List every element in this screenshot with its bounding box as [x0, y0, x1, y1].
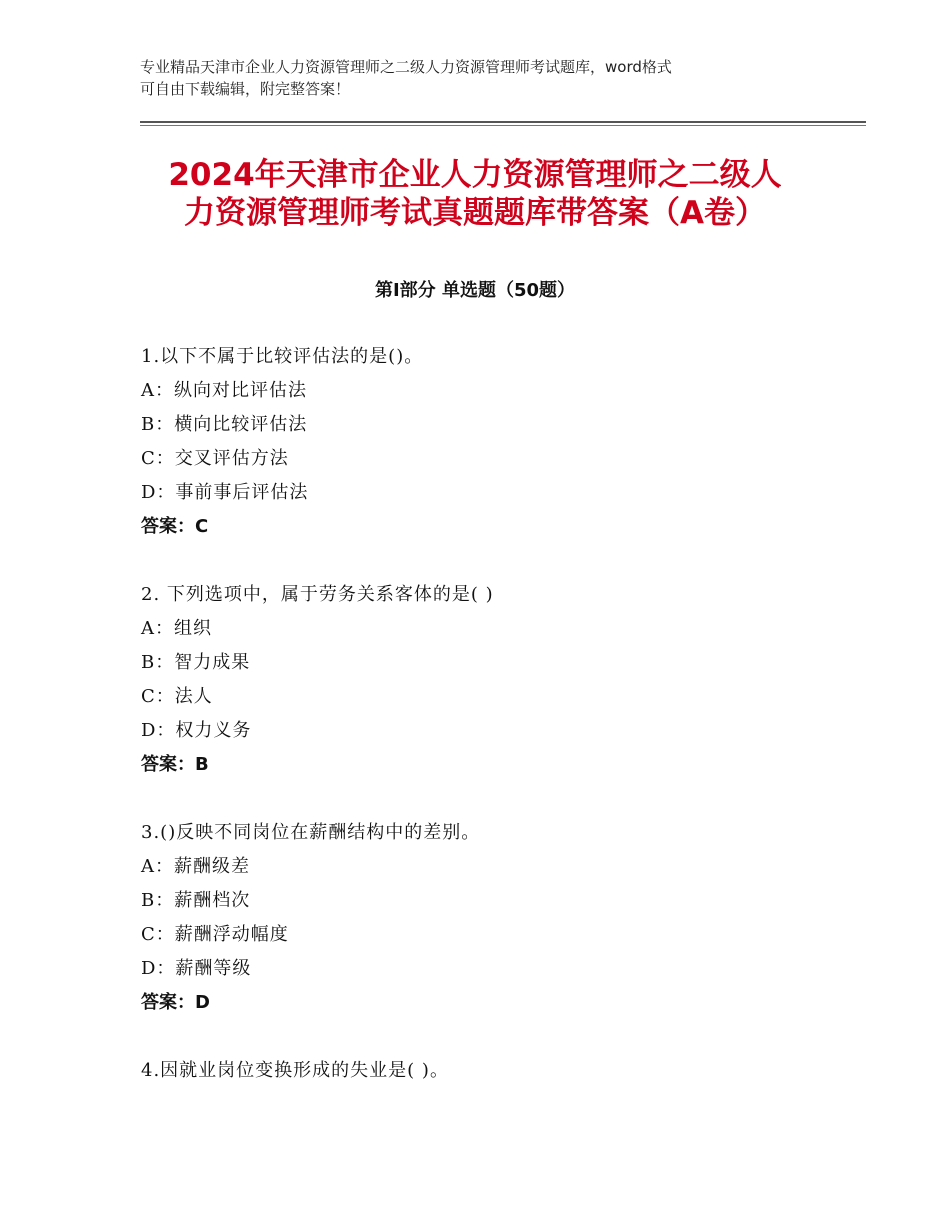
option-a: A：组织 [141, 618, 212, 639]
question-stem: 4.因就业岗位变换形成的失业是( )。 [141, 1060, 449, 1081]
question-item [141, 578, 841, 782]
question-answer: 答案：B [141, 754, 209, 775]
option-c: C：法人 [141, 686, 213, 707]
header-divider-thin [140, 125, 866, 126]
question-answer: 答案：D [141, 992, 210, 1013]
question-item [141, 340, 841, 544]
question-answer: 答案：C [141, 516, 209, 537]
header-note-line-2: 可自由下载编辑，附完整答案！ [140, 80, 351, 98]
question-stem: 3.()反映不同岗位在薪酬结构中的差别。 [141, 822, 481, 843]
option-b: B：智力成果 [141, 652, 251, 673]
section-heading: 第Ⅰ部分 单选题（50题） [374, 280, 575, 301]
option-c: C：交叉评估方法 [141, 448, 289, 469]
option-a: A：纵向对比评估法 [141, 380, 307, 401]
option-a: A：薪酬级差 [141, 856, 250, 877]
question-item [141, 816, 841, 1020]
option-c: C：薪酬浮动幅度 [141, 924, 289, 945]
document-title [120, 156, 830, 232]
option-d: D：事前事后评估法 [141, 482, 309, 503]
question-stem: 2. 下列选项中，属于劳务关系客体的是( ) [141, 584, 494, 605]
question-stem: 1.以下不属于比较评估法的是()。 [141, 346, 424, 367]
option-b: B：横向比较评估法 [141, 414, 308, 435]
question-item [141, 1054, 841, 1088]
question-list [141, 340, 841, 1122]
option-d: D：权力义务 [141, 720, 252, 741]
header-note [140, 56, 830, 100]
header-note-line-1: 专业精品天津市企业人力资源管理师之二级人力资源管理师考试题库，word格式 [140, 58, 672, 76]
document-title-line-2: 力资源管理师考试真题题库带答案（A卷） [184, 195, 766, 231]
option-d: D：薪酬等级 [141, 958, 252, 979]
header-divider [140, 121, 866, 123]
document-title-line-1: 2024年天津市企业人力资源管理师之二级人 [168, 157, 782, 193]
option-b: B：薪酬档次 [141, 890, 251, 911]
